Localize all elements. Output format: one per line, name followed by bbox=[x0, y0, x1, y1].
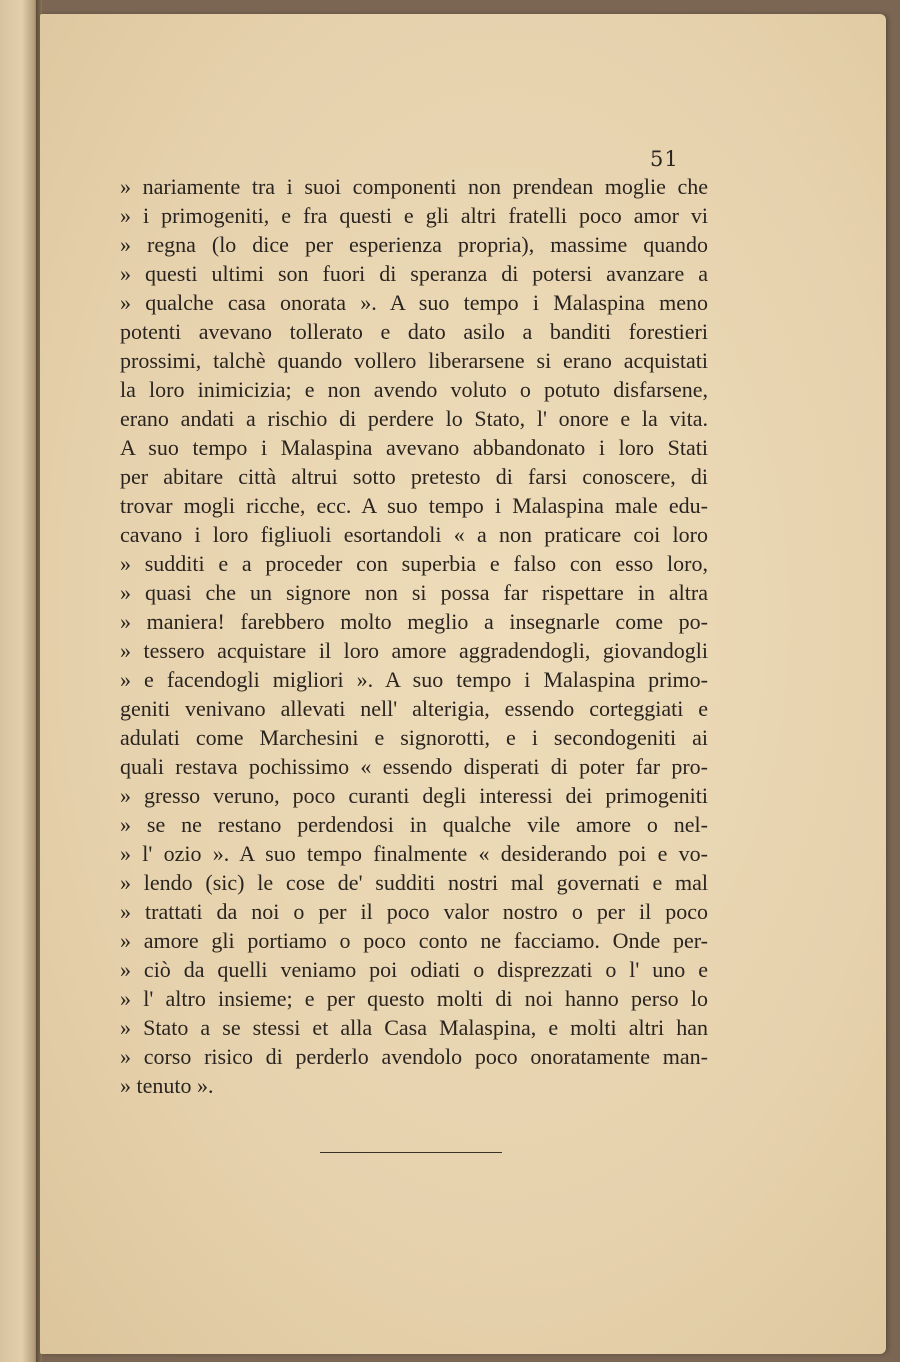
text-line: » lendo (sic) le cose de' sudditi nostri mal governati e mal bbox=[120, 870, 708, 895]
text-line: » tenuto ». bbox=[120, 1073, 214, 1098]
text-line: potenti avevano tollerato e dato asilo a banditi forestieri bbox=[120, 319, 708, 344]
text-line: A suo tempo i Malaspina avevano abbandonato i loro Stati bbox=[120, 435, 708, 460]
page-number: 51 bbox=[650, 147, 679, 171]
text-line: » amore gli portiamo o poco conto ne facciamo. Onde per- bbox=[120, 928, 708, 953]
text-line: » trattati da noi o per il poco valor nostro o per il poco bbox=[120, 899, 708, 924]
text-line: adulati come Marchesini e signorotti, e i secondogeniti ai bbox=[120, 725, 708, 750]
text-line: » e facendogli migliori ». A suo tempo i Malaspina primo- bbox=[120, 667, 708, 692]
text-line: trovar mogli ricche, ecc. A suo tempo i Malaspina male edu- bbox=[120, 493, 708, 518]
text-line: cavano i loro figliuoli esortandoli « a non praticare coi loro bbox=[120, 522, 708, 547]
text-line: » gresso veruno, poco curanti degli interessi dei primogeniti bbox=[120, 783, 708, 808]
text-line: » qualche casa onorata ». A suo tempo i Malaspina meno bbox=[120, 290, 708, 315]
text-line: » tessero acquistare il loro amore aggradendogli, giovandogli bbox=[120, 638, 708, 663]
text-line: » quasi che un signore non si possa far rispettare in altra bbox=[120, 580, 708, 605]
text-line: erano andati a rischio di perdere lo Stato, l' onore e la vita. bbox=[120, 406, 708, 431]
text-line: » i primogeniti, e fra questi e gli altri fratelli poco amor vi bbox=[120, 203, 708, 228]
text-line: » Stato a se stessi et alla Casa Malaspina, e molti altri han bbox=[120, 1015, 708, 1040]
text-line: » nariamente tra i suoi componenti non prendean moglie che bbox=[120, 174, 708, 199]
text-line: » l' altro insieme; e per questo molti di noi hanno perso lo bbox=[120, 986, 708, 1011]
text-line: quali restava pochissimo « essendo disperati di poter far pro- bbox=[120, 754, 708, 779]
page-body-text bbox=[120, 172, 708, 1100]
text-line: » maniera! farebbero molto meglio a insegnarle come po- bbox=[120, 609, 708, 634]
text-line: la loro inimicizia; e non avendo voluto o potuto disfarsene, bbox=[120, 377, 708, 402]
text-line: » regna (lo dice per esperienza propria), massime quando bbox=[120, 232, 708, 257]
text-line: » questi ultimi son fuori di speranza di potersi avanzare a bbox=[120, 261, 708, 286]
text-line: » l' ozio ». A suo tempo finalmente « desiderando poi e vo- bbox=[120, 841, 708, 866]
text-line: » sudditi e a proceder con superbia e falso con esso loro, bbox=[120, 551, 708, 576]
end-rule bbox=[320, 1152, 502, 1153]
text-line: » ciò da quelli veniamo poi odiati o disprezzati o l' uno e bbox=[120, 957, 708, 982]
text-line: geniti venivano allevati nell' alterigia, essendo corteggiati e bbox=[120, 696, 708, 721]
text-line: » se ne restano perdendosi in qualche vile amore o nel- bbox=[120, 812, 708, 837]
text-line: per abitare città altrui sotto pretesto di farsi conoscere, di bbox=[120, 464, 708, 489]
left-page-edge bbox=[0, 0, 40, 1362]
text-line: prossimi, talchè quando vollero liberarsene si erano acquistati bbox=[120, 348, 708, 373]
text-line: » corso risico di perderlo avendolo poco onoratamente man- bbox=[120, 1044, 708, 1069]
